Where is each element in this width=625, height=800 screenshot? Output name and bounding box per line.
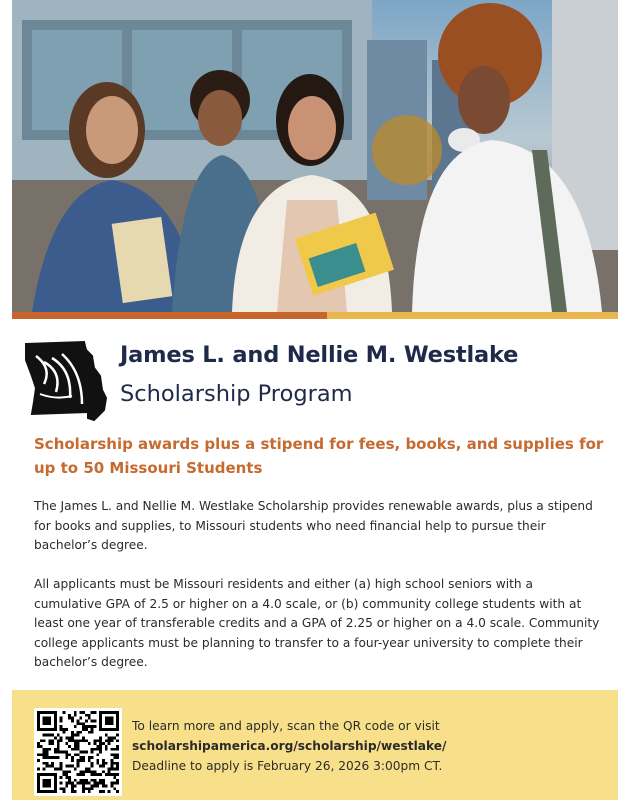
students-walking-photo-icon [12,0,618,312]
awards-headline: Scholarship awards plus a stipend for fees, books, and supplies for up to 50 Missouri Students [34,435,604,477]
program-title: James L. and Nellie M. Westlake [120,342,519,368]
footer-band [12,690,618,800]
description-paragraph: The James L. and Nellie M. Westlake Scholarship provides renewable awards, plus a stipend for books and supplies, to Missouri students who need financial help to pursue their bachelor’s degree. [34,499,593,553]
program-subtitle: Scholarship Program [120,381,353,407]
footer-text [132,716,612,776]
eligibility-paragraph: All applicants must be Missouri residents and either (a) high school seniors with a cumulative GPA of 2.5 or higher on a 4.0 scale, or (b) community college students with at least one year of transferable credits and a GPA of 2.25 or higher on a 4.0 scale. Community college applicants must be planning to transfer to a four-year university to complete their bachelor’s degree. [34,577,600,670]
qr-code-icon[interactable] [34,708,122,796]
missouri-state-map-icon [22,338,112,424]
learn-more-text: To learn more and apply, scan the QR code or visit [132,719,440,733]
accent-bar [12,312,618,319]
deadline-text: Deadline to apply is February 26, 2026 3:00pm CT. [132,759,443,773]
apply-url-link[interactable]: scholarshipamerica.org/scholarship/westlake/ [132,739,447,753]
hero-photo [12,0,618,312]
